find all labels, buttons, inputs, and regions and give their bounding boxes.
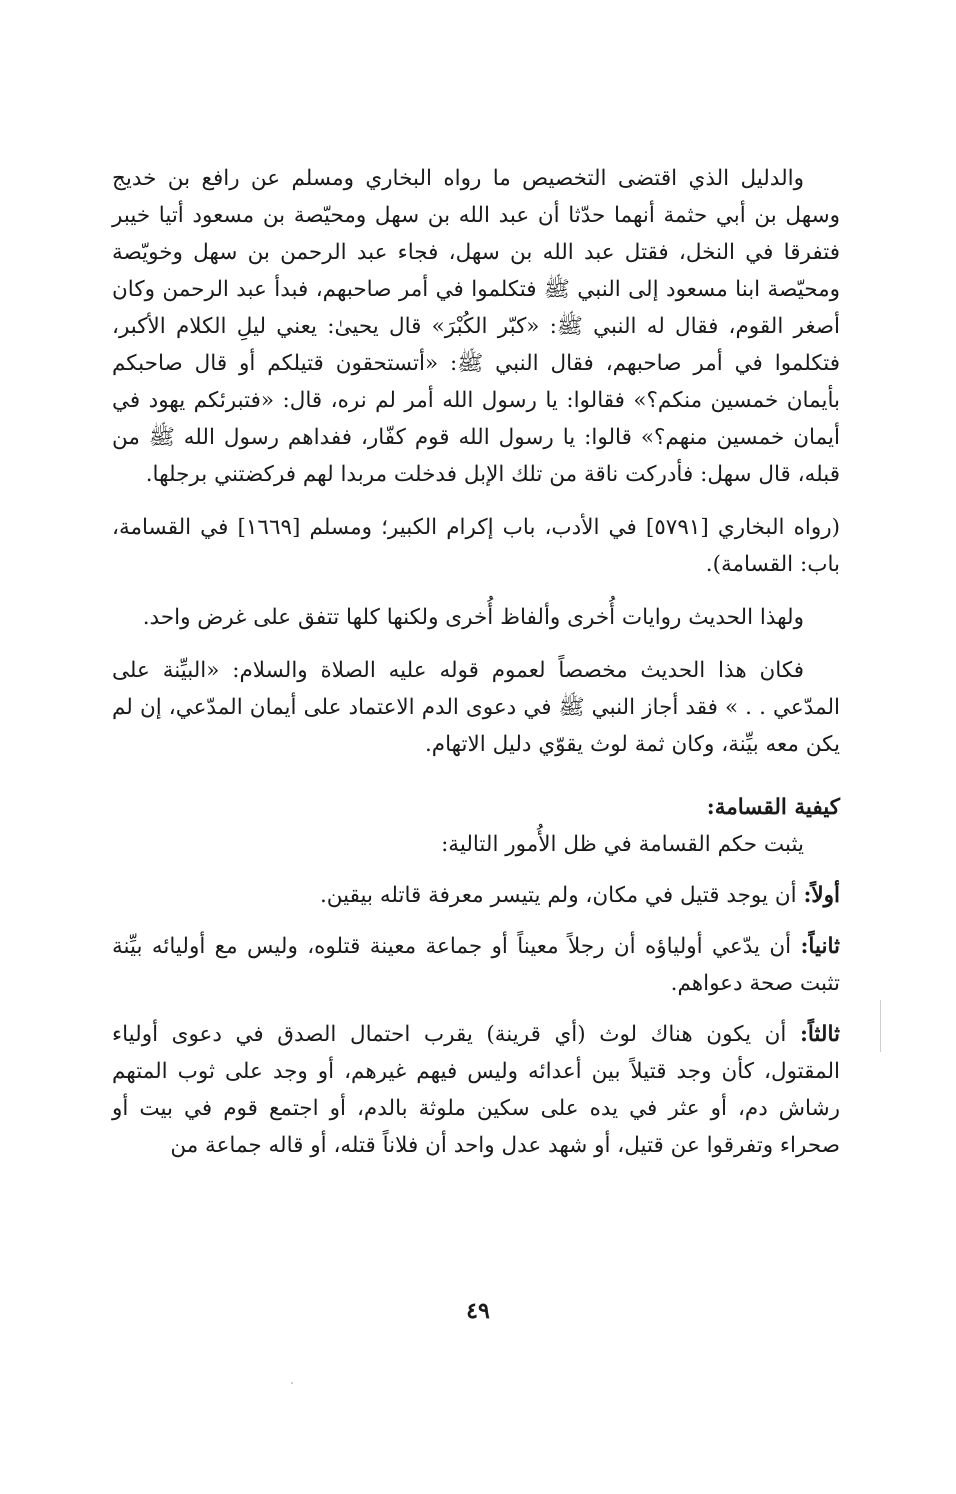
condition-second	[112, 928, 840, 1002]
scan-dot	[291, 1382, 293, 1384]
condition-first-label: أولاً:	[803, 883, 840, 908]
paragraph-narrations: ولهذا الحديث روايات أُخرى وألفاظ أُخرى ولكنها كلها تتفق على غرض واحد.	[142, 605, 804, 630]
document-body	[112, 160, 840, 1178]
paragraph-specification: فكان هذا الحديث مخصصاً لعموم قوله عليه الصلاة والسلام: «البيِّنة على المدّعي . . » فقد أجاز النبي ﷺ في دعوى الدم الاعتماد على أيمان المدّعي، إن لم يكن معه بيِّنة، وكان ثمة لوث يقوّي دليل الاتهام.	[112, 658, 840, 757]
page-number: ٤٩	[466, 1298, 490, 1324]
section-heading: كيفية القسامة:	[706, 795, 840, 820]
condition-third	[112, 1016, 840, 1164]
section-intro: يثبت حكم القسامة في ظل الأُمور التالية:	[441, 832, 804, 857]
condition-second-label: ثانياً:	[800, 934, 840, 959]
scan-mark	[880, 1000, 881, 1052]
condition-third-label: ثالثاً:	[799, 1022, 840, 1047]
condition-third-text: أن يكون هناك لوث (أي قرينة) يقرب احتمال الصدق في دعوى أولياء المقتول، كأن وجد قتيلاً بين أعدائه وليس فيهم غيرهم، أو وجد على ثوب المتهم رشاش دم، أو عثر في يده على سكين ملوثة بالدم، أو اجتمع قوم في بيت أو صحراء وتفرقوا عن قتيل، أو شهد عدل واحد أن فلاناً قتله، أو قاله جماعة من	[112, 1022, 840, 1158]
paragraph-citation: (رواه البخاري [٥٧٩١] في الأدب، باب إكرام الكبير؛ ومسلم [١٦٦٩] في القسامة، باب: القسامة).	[112, 515, 840, 577]
condition-second-text: أن يدّعي أولياؤه أن رجلاً معيناً أو جماعة معينة قتلوه، وليس مع أوليائه بيِّنة تثبت صحة دعواهم.	[112, 934, 840, 996]
paragraph-evidence: والدليل الذي اقتضى التخصيص ما رواه البخاري ومسلم عن رافع بن خديج وسهل بن أبي حثمة أنهما حدّثا أن عبد الله بن سهل ومحيّصة بن مسعود أتيا خيبر فتفرقا في النخل، فقتل عبد الله بن سهل، فجاء عبد الرحمن بن سهل وخويّصة ومحيّصة ابنا مسعود إلى النبي ﷺ فتكلموا في أمر صاحبهم، فبدأ عبد الرحمن وكان أصغر القوم، فقال له النبي ﷺ: «كبّر الكُبْرَ» قال يحيىٰ: يعني ليلِ الكلام الأكبر، فتكلموا في أمر صاحبهم، فقال النبي ﷺ: «أتستحقون قتيلكم أو قال صاحبكم بأيمان خمسين منكم؟» فقالوا: يا رسول الله أمر لم نره، قال: «فتبرئكم يهود في أيمان خمسين منهم؟» قالوا: يا رسول الله قوم كفّار، ففداهم رسول الله ﷺ من قبله، قال سهل: فأدركت ناقة من تلك الإبل فدخلت مربدا لهم فركضتني برجلها.	[112, 166, 840, 487]
condition-first-text: أن يوجد قتيل في مكان، ولم يتيسر معرفة قاتله بيقين.	[319, 883, 804, 908]
condition-first	[112, 877, 840, 914]
